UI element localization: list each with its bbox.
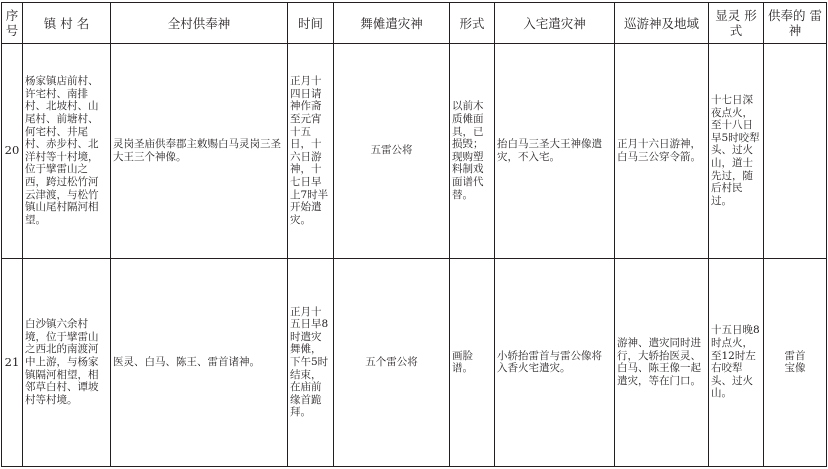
header-time: 时间 xyxy=(288,3,334,44)
house-deity-cell: 抬白马三圣大王神像遣灾，不入宅。 xyxy=(495,44,615,259)
house-deity-cell: 小轿抬雷首与雷公像将入香火宅遣灾。 xyxy=(495,258,615,466)
form-cell: 画脸谱。 xyxy=(450,258,495,466)
nuo-dance-cell: 五个雷公将 xyxy=(334,258,450,466)
time-cell: 正月十四日请神作斋至元宵十五日，十六日游神，十七日早上7时半开始遣灾。 xyxy=(288,44,334,259)
time-cell: 正月十五日早8时遣灾舞傩，下午5时结束，在庙前缘首跪拜。 xyxy=(288,258,334,466)
header-thunder: 供奉的 雷神 xyxy=(764,3,827,44)
table-row-21 xyxy=(2,258,827,466)
thunder-cell xyxy=(764,44,827,259)
header-house-deity: 入宅遣灾神 xyxy=(495,3,615,44)
manifest-cell: 十七日深夜点火，至十八日早5时咬犁头、过火山，道士先过，随后村民过。 xyxy=(709,44,764,259)
header-row xyxy=(2,3,827,44)
parade-cell: 正月十六日游神，白马三公穿令箭。 xyxy=(615,44,709,259)
manifest-cell: 十五日晚8时点火，至12时左右咬犁头、过火山。 xyxy=(709,258,764,466)
row-number: 21 xyxy=(2,258,23,466)
village-deity-cell: 灵岗圣庙供奉郡主敕赐白马灵岗三圣大王三个神像。 xyxy=(111,44,288,259)
village-deity-cell: 医灵、白马、陈王、雷首诸神。 xyxy=(111,258,288,466)
header-parade: 巡游神及地域 xyxy=(615,3,709,44)
parade-cell: 游神、遣灾同时进行，大轿抬医灵、白马、陈王像一起遣灾，等在门口。 xyxy=(615,258,709,466)
header-village-deity: 全村供奉神 xyxy=(111,3,288,44)
header-no: 序 号 xyxy=(2,3,23,44)
thunder-cell: 雷首 宝像 xyxy=(764,258,827,466)
town-cell: 白沙镇六余村境，位于擘雷山之西北的南渡河中上游，与杨家镇隔河相望，相邻草白村、谭坡村等村境。 xyxy=(23,258,111,466)
header-town: 镇 村 名 xyxy=(23,3,111,44)
header-manifest: 显灵 形式 xyxy=(709,3,764,44)
deity-table xyxy=(1,2,827,467)
header-nuo-dance: 舞傩遣灾神 xyxy=(334,3,450,44)
town-cell: 杨家镇店前村、许宅村、南排村、北坡村、山尾村、前塘村、何宅村、井尾村、赤步村、北洋村等十村境，位于擘雷山之西，跨过松竹河云津渡，与松竹镇山尾村隔河相望。 xyxy=(23,44,111,259)
table-row-20 xyxy=(2,44,827,259)
nuo-dance-cell: 五雷公将 xyxy=(334,44,450,259)
header-form: 形式 xyxy=(450,3,495,44)
form-cell: 以前木质傩面具，已损毁；现购塑料制戏面谱代替。 xyxy=(450,44,495,259)
row-number: 20 xyxy=(2,44,23,259)
